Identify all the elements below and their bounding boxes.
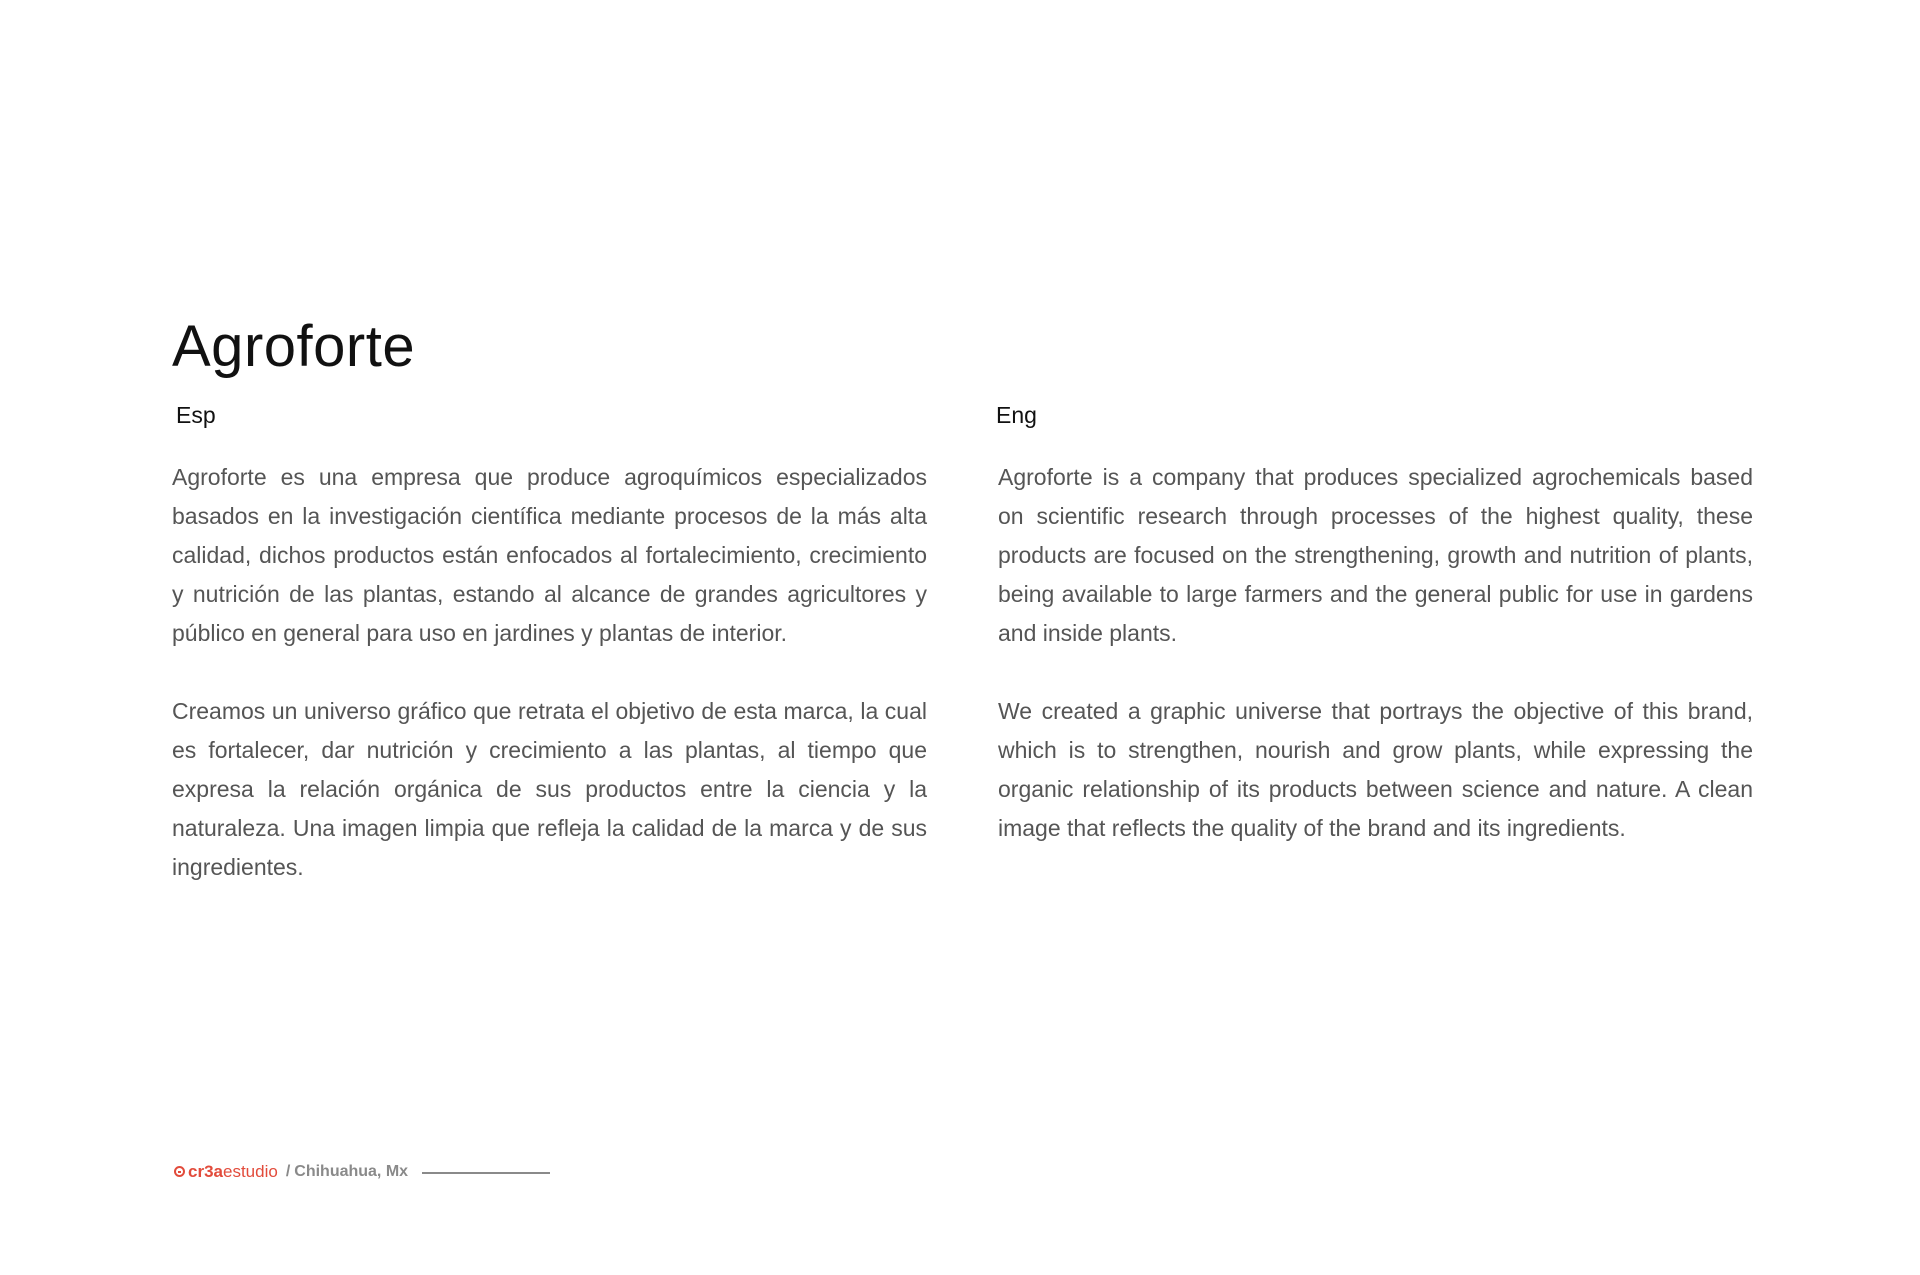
spanish-paragraph-1: Agroforte es una empresa que produce agroquímicos especializados basados en la investigación científica mediante procesos de la más alta calidad, dichos productos están enfocados al fortalecimiento, crecimiento y nutrición de las plantas, estando al alcance de grandes agricultores y público en general para uso en jardines y plantas de interior.: [172, 463, 927, 646]
cr3a-logo-icon: [174, 1166, 185, 1177]
footer: [174, 1163, 550, 1180]
language-label-eng: Eng: [996, 402, 1037, 428]
english-column: [998, 402, 1753, 887]
english-paragraph-1: Agroforte is a company that produces specialized agrochemicals based on scientific research through processes of the highest quality, these products are focused on the strengthening, growth and nutrition of plants, being available to large farmers and the general public for use in gardens and inside plants.: [998, 463, 1753, 646]
spanish-paragraph-2: Creamos un universo gráfico que retrata el objetivo de esta marca, la cual es fortalecer, dar nutrición y crecimiento a las plantas, al tiempo que expresa la relación orgánica de sus productos entre la ciencia y la naturaleza. Una imagen limpia que refleja la calidad de la marca y de sus ingredientes.: [172, 697, 927, 880]
spanish-column: [172, 402, 927, 926]
page-title: Agroforte: [172, 314, 416, 379]
language-label-esp: Esp: [176, 402, 216, 428]
footer-separator: /: [285, 1162, 291, 1180]
footer-divider-line: [422, 1172, 550, 1174]
logo-wordmark-light: estudio: [222, 1162, 278, 1181]
english-paragraph-2: We created a graphic universe that portrays the objective of this brand, which is to strengthen, nourish and grow plants, while expressing the organic relationship of its products between science and nature. A clean image that reflects the quality of the brand and its ingredients.: [998, 697, 1753, 841]
logo-wordmark-bold: cr3a: [188, 1162, 223, 1181]
footer-location: Chihuahua, Mx: [294, 1162, 409, 1180]
